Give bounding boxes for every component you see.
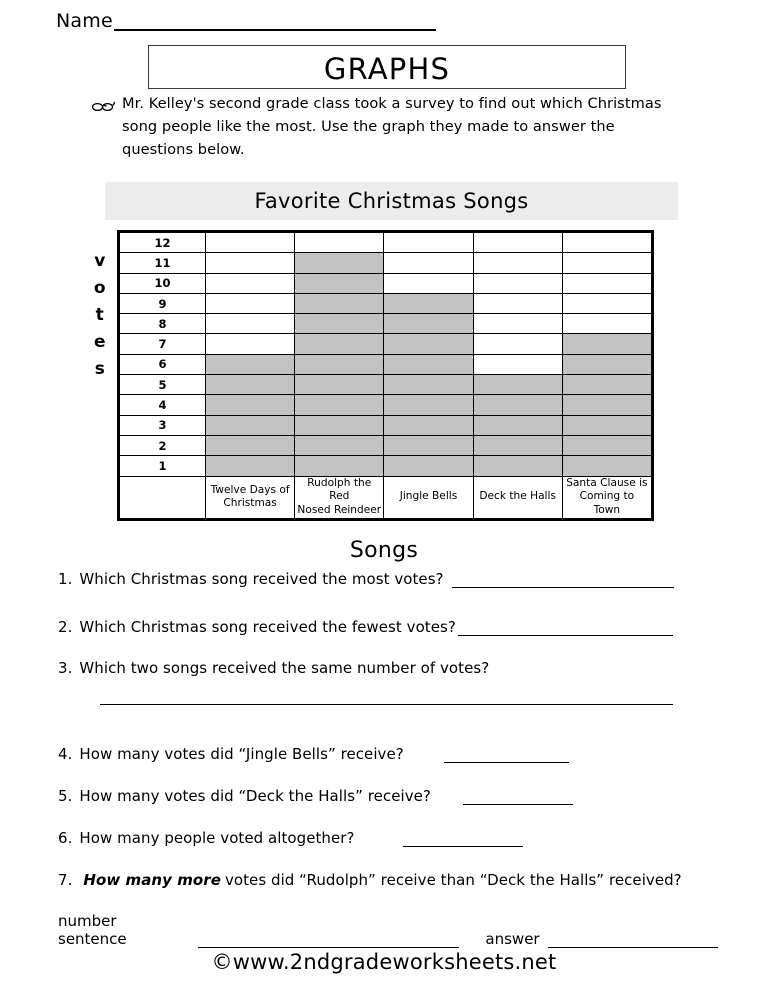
category-label bbox=[295, 476, 384, 518]
question-6-answer-blank[interactable] bbox=[403, 832, 523, 847]
chart-title-band bbox=[105, 182, 678, 220]
bar-cell-filled[interactable] bbox=[473, 415, 562, 435]
y-axis-tick: 10 bbox=[120, 273, 206, 293]
bar-cell-empty[interactable] bbox=[206, 253, 295, 273]
y-axis-tick: 12 bbox=[120, 233, 206, 253]
bar-cell-empty[interactable] bbox=[295, 233, 384, 253]
question-6-number: 6. bbox=[58, 829, 73, 847]
bar-cell-filled[interactable] bbox=[295, 354, 384, 374]
bar-cell-filled[interactable] bbox=[295, 273, 384, 293]
answer-label: answer bbox=[485, 930, 540, 948]
bar-cell-empty[interactable] bbox=[473, 334, 562, 354]
worksheet-title-box bbox=[148, 45, 626, 89]
bar-cell-filled[interactable] bbox=[473, 375, 562, 395]
y-axis-letter: e bbox=[93, 332, 107, 352]
category-label-line: Christmas bbox=[223, 497, 277, 510]
y-axis-letter: t bbox=[95, 305, 105, 325]
bar-cell-empty[interactable] bbox=[473, 293, 562, 313]
y-axis-letter: o bbox=[93, 278, 107, 298]
graph-row bbox=[120, 233, 652, 253]
question-3 bbox=[58, 659, 489, 677]
bar-cell-empty[interactable] bbox=[473, 233, 562, 253]
bar-cell-filled[interactable] bbox=[384, 293, 473, 313]
question-7-emphasis: How many more bbox=[83, 871, 221, 889]
name-label: Name bbox=[56, 10, 113, 32]
y-axis-letter: s bbox=[94, 359, 106, 379]
question-6-text: How many people voted altogether? bbox=[79, 829, 355, 847]
category-label-line: Santa Clause is bbox=[566, 476, 648, 489]
question-4-number: 4. bbox=[58, 745, 73, 763]
bar-cell-filled[interactable] bbox=[384, 456, 473, 476]
question-2-number: 2. bbox=[58, 618, 73, 636]
y-axis-tick: 4 bbox=[120, 395, 206, 415]
y-axis-tick: 1 bbox=[120, 456, 206, 476]
category-label bbox=[384, 476, 473, 518]
question-2-answer-blank[interactable] bbox=[458, 621, 673, 636]
bar-cell-filled[interactable] bbox=[562, 456, 651, 476]
bar-cell-filled[interactable] bbox=[206, 456, 295, 476]
name-row bbox=[56, 12, 436, 31]
y-axis-tick: 2 bbox=[120, 435, 206, 455]
question-7 bbox=[58, 871, 682, 889]
bar-cell-filled[interactable] bbox=[295, 314, 384, 334]
name-blank-line[interactable] bbox=[114, 12, 436, 31]
bar-cell-filled[interactable] bbox=[384, 354, 473, 374]
category-label-row bbox=[120, 476, 652, 518]
y-axis-tick: 5 bbox=[120, 375, 206, 395]
y-axis-tick: 6 bbox=[120, 354, 206, 374]
number-sentence-blank[interactable] bbox=[198, 933, 459, 948]
graph-row bbox=[120, 273, 652, 293]
y-axis-tick: 9 bbox=[120, 293, 206, 313]
footer-credit: ©www.2ndgradeworksheets.net bbox=[211, 950, 557, 974]
question-6 bbox=[58, 829, 523, 847]
category-label bbox=[473, 476, 562, 518]
question-5-answer-blank[interactable] bbox=[463, 790, 573, 805]
graph-table bbox=[119, 232, 652, 519]
bar-cell-empty[interactable] bbox=[562, 314, 651, 334]
bar-cell-filled[interactable] bbox=[473, 395, 562, 415]
grid-corner-cell bbox=[120, 476, 206, 518]
graph-row bbox=[120, 253, 652, 273]
category-label-line: Rudolph the Red bbox=[307, 476, 372, 503]
question-1-text: Which Christmas song received the most votes? bbox=[79, 570, 444, 588]
bar-cell-empty[interactable] bbox=[206, 273, 295, 293]
question-2 bbox=[58, 618, 673, 636]
question-5 bbox=[58, 787, 573, 805]
bar-cell-filled[interactable] bbox=[384, 314, 473, 334]
bar-cell-filled[interactable] bbox=[295, 253, 384, 273]
graph-row bbox=[120, 293, 652, 313]
bar-cell-filled[interactable] bbox=[384, 334, 473, 354]
question-3-text: Which two songs received the same number of votes? bbox=[79, 659, 490, 677]
bar-cell-filled[interactable] bbox=[206, 375, 295, 395]
bar-cell-filled[interactable] bbox=[295, 456, 384, 476]
graph-row bbox=[120, 334, 652, 354]
question-5-number: 5. bbox=[58, 787, 73, 805]
bar-cell-filled[interactable] bbox=[295, 334, 384, 354]
bar-cell-filled[interactable] bbox=[206, 395, 295, 415]
question-1-answer-blank[interactable] bbox=[452, 573, 674, 588]
number-sentence-label: number sentence bbox=[58, 912, 127, 948]
graph-row bbox=[120, 354, 652, 374]
bar-graph-grid bbox=[117, 230, 654, 521]
bar-cell-filled[interactable] bbox=[295, 375, 384, 395]
question-7-text: votes did “Rudolph” receive than “Deck the Halls” received? bbox=[224, 871, 682, 889]
graph-row bbox=[120, 314, 652, 334]
instructions-block bbox=[92, 92, 672, 161]
bar-cell-filled[interactable] bbox=[562, 435, 651, 455]
chart-title: Favorite Christmas Songs bbox=[254, 189, 529, 213]
category-label-line: Nosed Reindeer bbox=[297, 503, 382, 516]
question-4-answer-blank[interactable] bbox=[444, 748, 569, 763]
question-3-number: 3. bbox=[58, 659, 73, 677]
category-label bbox=[562, 476, 651, 518]
x-axis-label: Songs bbox=[349, 538, 419, 563]
bar-cell-empty[interactable] bbox=[473, 253, 562, 273]
bar-cell-empty[interactable] bbox=[562, 273, 651, 293]
graph-row bbox=[120, 395, 652, 415]
y-axis-tick: 11 bbox=[120, 253, 206, 273]
question-7-number: 7. bbox=[58, 871, 73, 889]
glasses-icon bbox=[92, 97, 116, 116]
y-axis-label bbox=[88, 248, 112, 383]
category-label-line: Coming to Town bbox=[579, 490, 635, 516]
number-sentence-row bbox=[58, 912, 718, 948]
bar-cell-filled[interactable] bbox=[562, 375, 651, 395]
graph-row bbox=[120, 456, 652, 476]
bar-cell-empty[interactable] bbox=[473, 314, 562, 334]
bar-cell-filled[interactable] bbox=[206, 435, 295, 455]
bar-cell-empty[interactable] bbox=[384, 233, 473, 253]
bar-cell-empty[interactable] bbox=[206, 314, 295, 334]
bar-cell-filled[interactable] bbox=[562, 354, 651, 374]
answer-blank[interactable] bbox=[548, 933, 718, 948]
bar-cell-filled[interactable] bbox=[295, 415, 384, 435]
question-1-number: 1. bbox=[58, 570, 73, 588]
bar-cell-empty[interactable] bbox=[384, 253, 473, 273]
bar-cell-filled[interactable] bbox=[295, 435, 384, 455]
page-title: GRAPHS bbox=[323, 52, 451, 86]
bar-cell-filled[interactable] bbox=[562, 334, 651, 354]
bar-cell-filled[interactable] bbox=[384, 395, 473, 415]
question-5-text: How many votes did “Deck the Halls” receive? bbox=[79, 787, 431, 805]
bar-cell-empty[interactable] bbox=[473, 354, 562, 374]
bar-cell-filled[interactable] bbox=[206, 354, 295, 374]
question-1 bbox=[58, 570, 674, 588]
graph-row bbox=[120, 375, 652, 395]
question-3-answer-blank[interactable] bbox=[100, 703, 673, 705]
y-axis-tick: 8 bbox=[120, 314, 206, 334]
bar-cell-filled[interactable] bbox=[384, 415, 473, 435]
bar-cell-empty[interactable] bbox=[206, 293, 295, 313]
bar-cell-filled[interactable] bbox=[295, 395, 384, 415]
graph-row bbox=[120, 415, 652, 435]
bar-cell-empty[interactable] bbox=[562, 253, 651, 273]
question-2-text: Which Christmas song received the fewest votes? bbox=[79, 618, 456, 636]
category-label-line: Twelve Days of bbox=[210, 483, 290, 496]
bar-cell-empty[interactable] bbox=[384, 273, 473, 293]
y-axis-letter: v bbox=[94, 251, 106, 271]
y-axis-tick: 7 bbox=[120, 334, 206, 354]
bar-cell-filled[interactable] bbox=[384, 435, 473, 455]
bar-cell-filled[interactable] bbox=[473, 435, 562, 455]
y-axis-tick: 3 bbox=[120, 415, 206, 435]
category-label-line: Jingle Bells bbox=[399, 490, 458, 503]
category-label-line: Deck the Halls bbox=[479, 490, 556, 503]
bar-cell-filled[interactable] bbox=[562, 415, 651, 435]
bar-cell-empty[interactable] bbox=[473, 273, 562, 293]
bar-cell-empty[interactable] bbox=[562, 293, 651, 313]
bar-cell-empty[interactable] bbox=[562, 233, 651, 253]
category-label bbox=[206, 476, 295, 518]
bar-cell-filled[interactable] bbox=[562, 395, 651, 415]
bar-cell-empty[interactable] bbox=[206, 334, 295, 354]
bar-cell-empty[interactable] bbox=[206, 233, 295, 253]
question-4-text: How many votes did “Jingle Bells” receive? bbox=[79, 745, 404, 763]
bar-cell-filled[interactable] bbox=[206, 415, 295, 435]
bar-cell-filled[interactable] bbox=[384, 375, 473, 395]
question-4 bbox=[58, 745, 569, 763]
graph-row bbox=[120, 435, 652, 455]
bar-cell-filled[interactable] bbox=[295, 293, 384, 313]
instructions-text: Mr. Kelley's second grade class took a survey to find out which Christmas song people like the most. Use the graph they made to answer the questions below. bbox=[122, 95, 662, 158]
bar-cell-filled[interactable] bbox=[473, 456, 562, 476]
